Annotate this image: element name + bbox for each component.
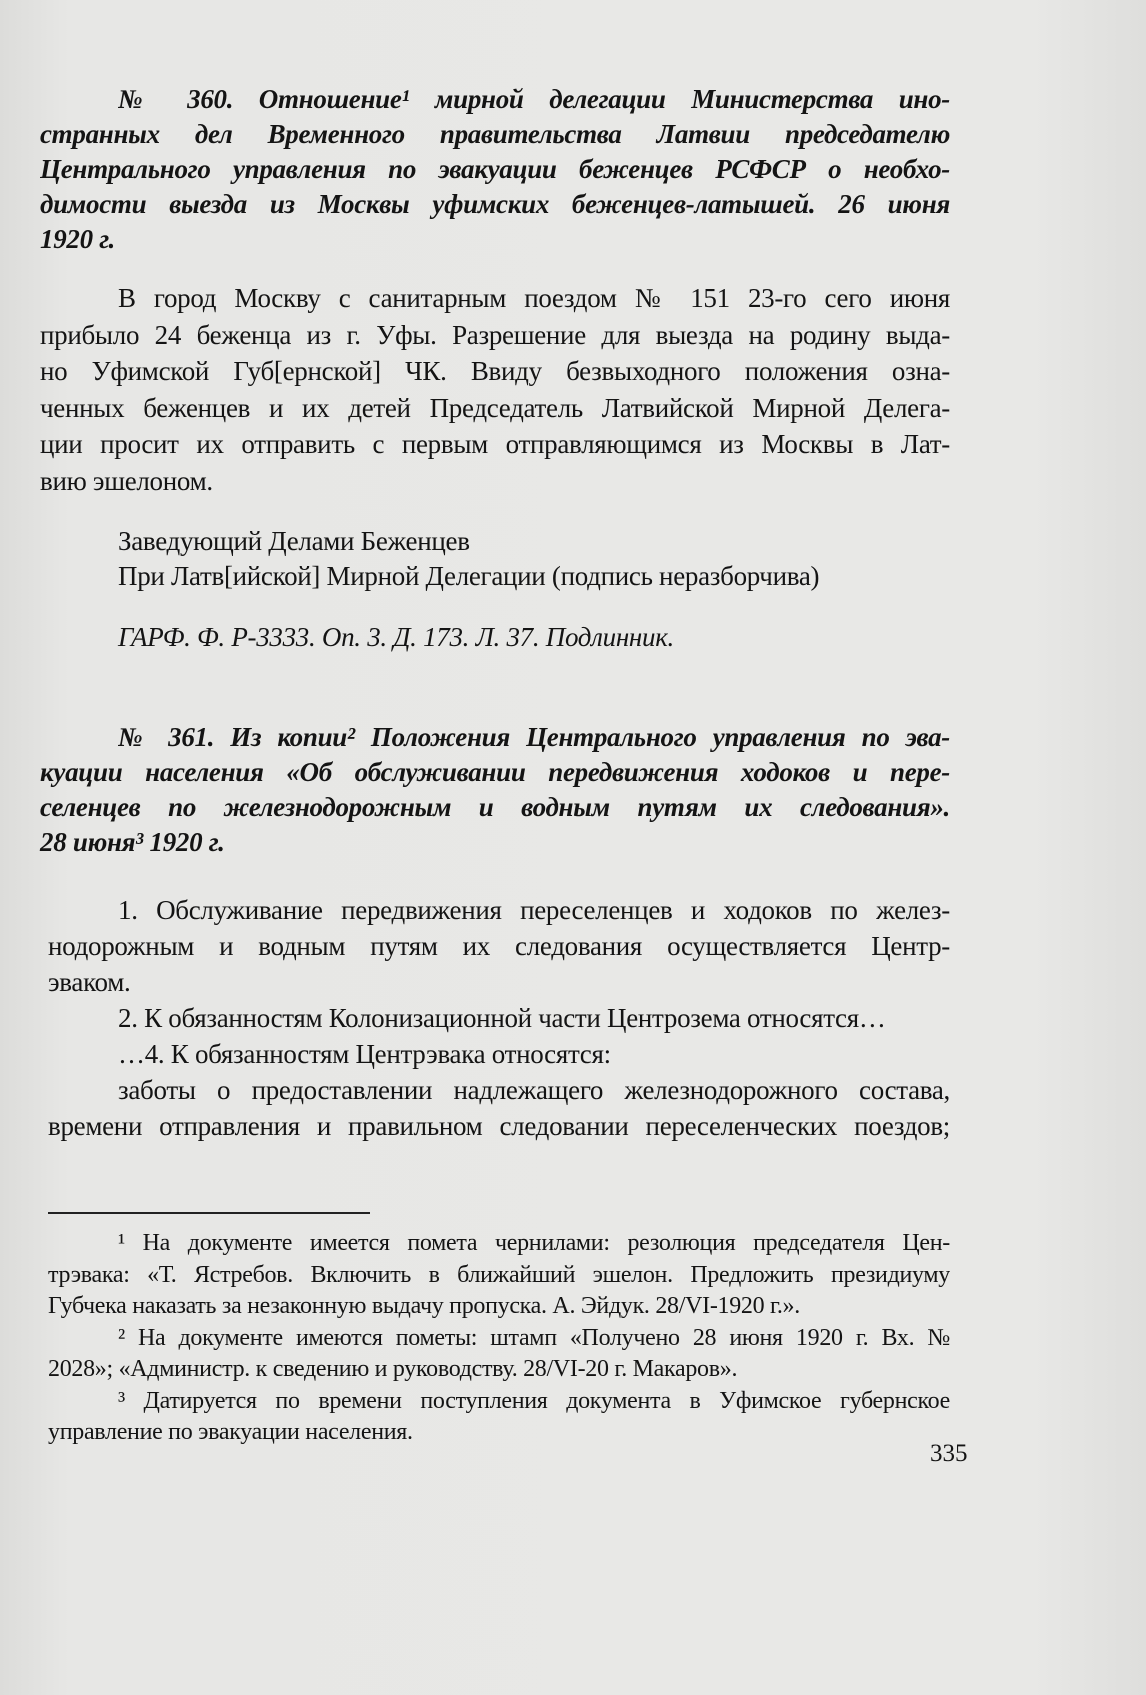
- doc361-body-line: 2. К обязанностям Колонизационной части Центрозема относятся…: [118, 1003, 886, 1033]
- doc360-title-line: № 360. Отношение¹ мирной делегации Министерства ино-: [118, 84, 950, 114]
- doc361-body-line: 1. Обслуживание передвижения переселенцев и ходоков по желез-: [118, 895, 950, 925]
- doc360-body-line: но Уфимской Губ[ернской] ЧК. Ввиду безвыходного положения озна-: [40, 356, 950, 386]
- doc360-title-line: димости выезда из Москвы уфимских беженцев-латышей. 26 июня: [40, 189, 950, 219]
- doc361-title-line: 28 июня³ 1920 г.: [40, 827, 225, 857]
- doc361-title-line: куации населения «Об обслуживании передвижения ходоков и пере-: [40, 757, 950, 787]
- footnote-line: 2028»; «Администр. к сведению и руководству. 28/VI-20 г. Макаров».: [48, 1356, 738, 1382]
- footnote-divider: [48, 1212, 370, 1214]
- doc360-body-line: ции просит их отправить с первым отправляющимся из Москвы в Лат-: [40, 429, 950, 459]
- doc360-body-line: В город Москву с санитарным поездом № 151 23-го сего июня: [118, 283, 950, 313]
- doc360-title-line: странных дел Временного правительства Латвии председателю: [40, 119, 950, 149]
- doc360-body-line: вию эшелоном.: [40, 465, 213, 496]
- footnote-line: трэвака: «Т. Ястребов. Включить в ближайший эшелон. Предложить президиуму: [48, 1261, 950, 1288]
- footnote-line: ³ Датируется по времени поступления документа в Уфимское губернское: [118, 1387, 950, 1414]
- footnote-line: Губчека наказать за незаконную выдачу пропуска. А. Эйдук. 28/VI-1920 г.».: [48, 1293, 800, 1319]
- footnote-line: управление по эвакуации населения.: [48, 1419, 413, 1445]
- doc360-title-line: Центрального управления по эвакуации беженцев РСФСР о необхо-: [40, 154, 950, 184]
- doc361-body-line: времени отправления и правильном следовании переселенческих поездов;: [48, 1111, 950, 1141]
- signature-line: При Латв[ийской] Мирной Делегации (подпись неразборчива): [118, 561, 820, 591]
- doc360-title-line: 1920 г.: [40, 224, 116, 254]
- doc361-body-line: нодорожным и водным путям их следования осуществляется Центр-: [48, 931, 950, 961]
- doc361-body-line: заботы о предоставлении надлежащего железнодорожного состава,: [118, 1075, 950, 1105]
- footnote-line: ¹ На документе имеется помета чернилами: резолюция председателя Цен-: [118, 1230, 950, 1256]
- archive-source: ГАРФ. Ф. Р-3333. Оп. 3. Д. 173. Л. 37. Подлинник.: [118, 622, 675, 652]
- doc361-body-line: …4. К обязанностям Центрэвака относятся:: [118, 1039, 611, 1069]
- doc360-body-line: прибыло 24 беженца из г. Уфы. Разрешение для выезда на родину выда-: [40, 319, 950, 350]
- doc360-body-line: ченных беженцев и их детей Председатель Латвийской Мирной Делега-: [40, 392, 950, 423]
- footnote-line: ² На документе имеются пометы: штамп «Получено 28 июня 1920 г. Вх. №: [118, 1324, 950, 1351]
- doc361-title-line: № 361. Из копии² Положения Центрального управления по эва-: [118, 722, 950, 752]
- page-number: 335: [930, 1440, 968, 1467]
- signature-line: Заведующий Делами Беженцев: [118, 526, 470, 556]
- doc361-title-line: селенцев по железнодорожным и водным путям их следования».: [40, 792, 950, 822]
- doc361-body-line: эваком.: [48, 967, 131, 997]
